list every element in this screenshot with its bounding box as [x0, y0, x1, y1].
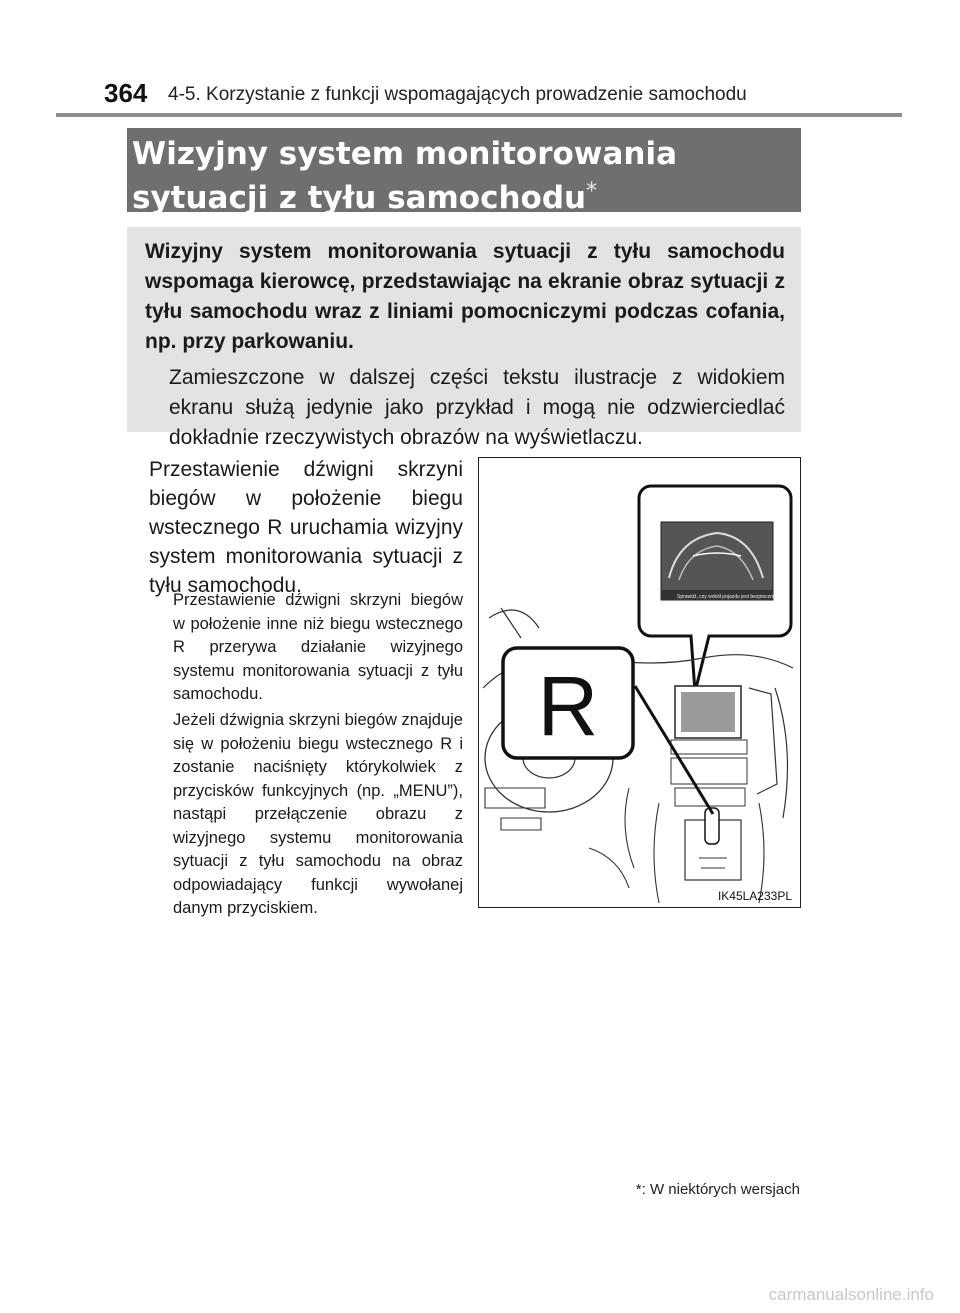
main-paragraph: Przestawienie dźwigni skrzyni biegów w położenie biegu wstecznego R uruchamia wizyjny system monitorowania sytuacji z tyłu samochodu. — [149, 458, 463, 597]
footnote-text: : W niektórych wersjach — [641, 1181, 800, 1198]
chapter-title: 4-5. Korzystanie z funkcji wspomagających prowadzenie samochodu — [168, 84, 747, 105]
gear-label: R — [537, 659, 599, 753]
section-title: Wizyjny system monitorowania sytuacji z tyłu samochodu — [132, 136, 677, 216]
screen-caption: Sprawdź, czy wokół pojazdu jest bezpiecznie — [677, 594, 777, 600]
header-rule — [56, 113, 902, 117]
illustration — [478, 457, 801, 908]
title-asterisk: * — [586, 179, 598, 204]
note-paragraph-2: Jeżeli dźwignia skrzyni biegów znajduje się w położeniu biegu wstecznego R i zostanie naciśnięty którykolwiek z przycisków funkcyjnych (np. „MENU”), nastąpi przełączenie obrazu z wizyjnego systemu monitorowania sytuacji z tyłu samochodu na obraz odpowiadający funkcji wywołanej danym przyciskiem. — [173, 711, 463, 917]
dashboard-illustration — [479, 458, 801, 908]
watermark: carmanualsonline.info — [768, 1285, 934, 1304]
footnote-asterisk: * — [635, 1181, 642, 1198]
note-paragraph-1: Przestawienie dźwigni skrzyni biegów w położenie inne niż biegu wstecznego R przerywa działanie wizyjnego systemu monitorowania sytuacji z tyłu samochodu. — [173, 591, 463, 703]
intro-bold-text: Wizyjny system monitorowania sytuacji z tyłu samochodu wspomaga kierowcę, przedstawiając na ekranie obraz sytuacji z tyłu samochodu wraz z liniami pomocniczymi podczas cofania, np. przy parkowaniu. — [145, 240, 785, 353]
intro-note: Zamieszczone w dalszej części tekstu ilustracje z widokiem ekranu służą jedynie jako przykład i mogą nie odzwierciedlać dokładnie rzeczywistych obrazów na wyświetlaczu. — [169, 366, 785, 449]
intro-box — [127, 227, 801, 449]
page-number: 364 — [104, 78, 148, 108]
section-title-bar — [127, 128, 801, 216]
figure-code: IK45LA233PL — [717, 889, 792, 903]
footnote — [636, 1181, 800, 1198]
